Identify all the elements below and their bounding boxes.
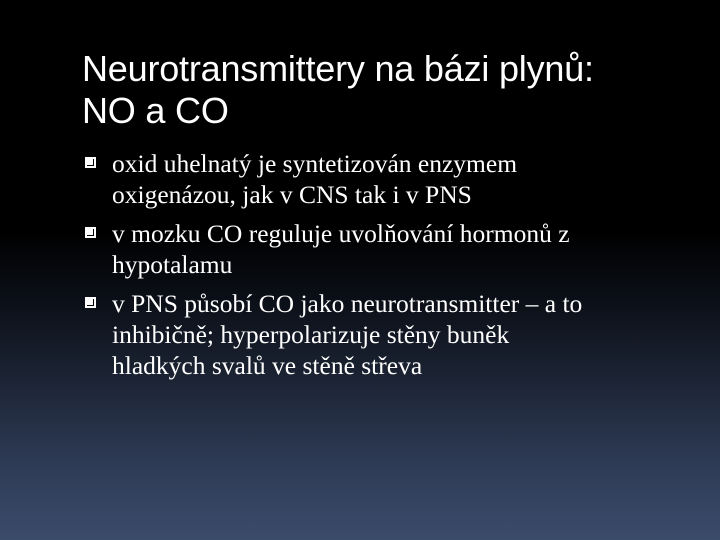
bullet-text-line: inhibičně; hyperpolarizuje stěny buněk <box>112 320 510 349</box>
slide-title <box>82 48 682 132</box>
bullet-text-line: oxid uhelnatý je syntetizován enzymem <box>112 149 518 178</box>
bullet-item <box>82 288 682 381</box>
slide-title-line: NO a CO <box>82 90 229 131</box>
square-bullet-icon <box>85 297 96 308</box>
square-bullet-icon <box>85 157 96 168</box>
slide-title-line: Neurotransmittery na bázi plynů: <box>82 48 594 89</box>
bullet-text-line: oxigenázou, jak v CNS tak i v PNS <box>112 180 472 209</box>
bullet-text-line: hladkých svalů ve stěně střeva <box>112 351 423 380</box>
square-bullet-icon <box>85 227 96 238</box>
bullet-list <box>82 148 682 389</box>
bullet-text-line: v PNS působí CO jako neurotransmitter – a to <box>112 289 583 318</box>
bullet-item <box>82 148 682 210</box>
bullet-item <box>82 218 682 280</box>
bullet-text-line: v mozku CO reguluje uvolňování hormonů z <box>112 219 570 248</box>
bullet-text-line: hypotalamu <box>112 250 233 279</box>
